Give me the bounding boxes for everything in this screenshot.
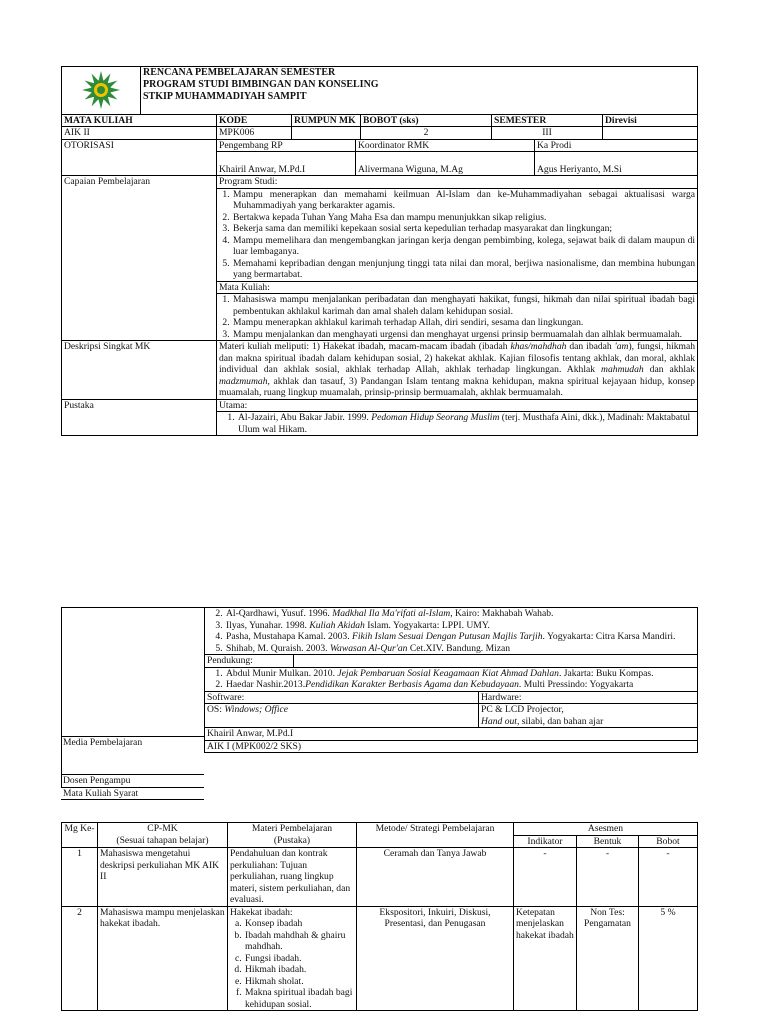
list-item: d. Hikmah ibadah. (244, 964, 354, 976)
list-item: b. Ibadah mahdhah & ghairu mahdhah. (244, 930, 354, 953)
header-semester: SEMESTER (492, 114, 603, 127)
row-cpmk: Mahasiswa mengetahui deskripsi perkuliahan MK AIK II (98, 848, 228, 907)
list-item: 5. Memahami kepribadian dengan menjunjung tinggi tata nilai dan moral, berjiwa nasionalisme, dan membina hubungan yang bermartabat. (232, 258, 695, 281)
col-mg: Mg Ke- (62, 823, 98, 848)
reference-item: 2. Al-Qardhawi, Yusuf. 1996. Madkhal Ila Ma'rifati al-Islam, Kairo: Makhabah Wahab. (225, 608, 695, 620)
col-bentuk: Bentuk (577, 835, 639, 848)
dosen-label: Dosen Pengampu (61, 774, 204, 787)
col-indikator: Indikator (514, 835, 577, 848)
row-metode: Ceramah dan Tanya Jawab (357, 848, 514, 907)
document-title-block (141, 67, 698, 115)
name-koordinator: Alivermana Wiguna, M.Ag (356, 152, 535, 176)
list-item: 2. Bertakwa kepada Tuhan Yang Maha Esa dan mampu menunjukkan sikap religius. (232, 212, 695, 224)
table-row (62, 906, 698, 1011)
row-metode: Ekspositori, Inkuiri, Diskusi, Presentasi, dan Penugasan (357, 906, 514, 1011)
name-pengembang: Khairil Anwar, M.Pd.I (217, 152, 356, 176)
list-item: 2. Mampu menerapkan akhlakul karimah terhadap Allah, diri sendiri, sesama dan lingkungan. (232, 317, 695, 329)
list-item: a. Konsep ibadah (244, 918, 354, 930)
row-mg: 1 (62, 848, 98, 907)
university-logo (74, 70, 128, 110)
course-code: MPK006 (217, 127, 292, 140)
role-kaprodi: Ka Prodi (535, 139, 698, 152)
deskripsi-text: Materi kuliah meliputi: 1) Hakekat ibadah, macam-macam ibadah (ibadah khas/mahdhah dan ibadah 'am), fungsi, hikmah dan makna spiritual ibadah dalam kehidupan sosial, 2) hakekat akhlak. Kajian filosofis tentang akhlak, dan moral, akhlak individual dan akhlak sosial, akhlak terhadap Allah, akhlak terhadap lingkungan. Akhlak mahmudah dan akhlak madzmumah, akhlak dan tasauf, 3) Pandangan Islam tentang makna kehidupan, makna spiritual kejayaan hidup, konsep muamalah, ruang lingkup muamalah, prinsip-prinsip bermuamalah, akhlak bermuamalah. (217, 341, 698, 400)
col-cpmk: CP-MK (Sesuai tahapan belajar) (98, 823, 228, 848)
pustaka-label: Pustaka (62, 399, 217, 436)
software-title: Software: (205, 691, 479, 704)
name-kaprodi: Agus Heriyanto, M.Si (535, 152, 698, 176)
header-bobot: BOBOT (sks) (361, 114, 492, 127)
course-semester: III (492, 127, 603, 140)
list-item: 3. Mampu menjalankan dan menghayati urgensi dan menghayat urgensi prinsip bermuamalah dan alhlak bermuamalah. (232, 329, 695, 341)
capaian-mk-title: Mata Kuliah: (217, 281, 698, 294)
list-item: 3. Bekerja sama dan memiliki kepekaan sosial serta kepedulian terhadap masyarakat dan lingkungan; (232, 223, 695, 235)
otorisasi-label: OTORISASI (62, 139, 217, 176)
hardware-title: Hardware: (479, 691, 698, 704)
header-kode: KODE (217, 114, 292, 127)
pustaka-utama-list (217, 412, 698, 436)
header-rumpun-mk: RUMPUN MK (292, 114, 361, 127)
schedule-table (61, 822, 698, 1011)
row-materi: Pendahuluan dan kontrak perkuliahan: Tujuan perkuliahan, ruang lingkup materi, sistem perkuliahan, dan evaluasi. (228, 848, 357, 907)
capaian-mk-list (217, 294, 698, 341)
reference-item: 3. Ilyas, Yunahar. 1998. Kuliah Akidah Islam. Yogyakarta: LPPI. UMY. (225, 620, 695, 632)
col-bobot: Bobot (639, 835, 698, 848)
col-metode: Metode/ Strategi Pembelajaran (357, 823, 514, 848)
row-cpmk: Mahasiswa mampu menjelaskan hakekat ibadah. (98, 906, 228, 1011)
institution-name: STKIP MUHAMMADIYAH SAMPIT (143, 91, 307, 102)
row-indikator: Ketepatan menjelaskan hakekat ibadah (514, 906, 577, 1011)
row-mg: 2 (62, 906, 98, 1011)
role-pengembang: Pengembang RP (217, 139, 356, 152)
table-row (62, 848, 698, 907)
reference-item: 2. Haedar Nashir.2013.Pendidikan Karakter Berbasis Agama dan Kebudayaan. Multi Pressindo: Yogyakarta (225, 679, 695, 691)
header-direvisi: Direvisi (603, 114, 698, 127)
row-bobot: 5 % (639, 906, 698, 1011)
course-revisi (603, 127, 698, 140)
list-item: c. Fungsi ibadah. (244, 953, 354, 965)
pustaka-utama-title: Utama: (217, 399, 698, 412)
deskripsi-label: Deskripsi Singkat MK (62, 341, 217, 400)
list-item: 1. Mahasiswa mampu menjalankan peribadatan dan menghayati hakikat, fungsi, hikmah dan nilai spiritual ibadah bagi pembentukan akhlakul karimah dan amal shaleh dalam kehidupan sosial. (232, 294, 695, 317)
list-item: e. Hikmah sholat. (244, 976, 354, 988)
role-koordinator: Koordinator RMK (356, 139, 535, 152)
course-sks: 2 (361, 127, 492, 140)
col-asesmen: Asesmen (514, 823, 698, 836)
media-label: Media Pembelajaran (61, 736, 204, 749)
reference-item: 4. Pasha, Mustahapa Kamal. 2003. Fikih Islam Sesuai Dengan Putusan Majlis Tarjih. Yogyakarta: Citra Karsa Mandiri. (225, 631, 695, 643)
syarat-value: AIK I (MPK002/2 SKS) (205, 740, 698, 753)
row-bentuk: Non Tes: Pengamatan (577, 906, 639, 1011)
list-item: f. Makna spiritual ibadah bagi kehidupan sosial. (244, 987, 354, 1010)
course-name: AIK II (62, 127, 217, 140)
course-rumpun (292, 127, 361, 140)
capaian-prodi-list (217, 188, 698, 281)
program-name: PROGRAM STUDI BIMBINGAN DAN KONSELING (143, 79, 379, 90)
hardware-value: PC & LCD Projector, Hand out, silabi, dan bahan ajar (479, 704, 698, 728)
pustaka-pendukung-title: Pendukung: (205, 655, 294, 668)
row-bobot: - (639, 848, 698, 907)
reference-item: 1. Abdul Munir Mulkan. 2010. Jejak Pembaruan Sosial Keagamaan Kiat Ahmad Dahlan. Jakarta: Buku Kompas. (225, 668, 695, 680)
col-materi: Materi Pembelajaran (Pustaka) (228, 823, 357, 848)
list-item: 1. Mampu menerapkan dan memahami keilmuan Al-Islam dan ke-Muhammadiyahan sebagai aktualisasi warga Muhammadiyah yang berkarakter agamis. (232, 189, 695, 212)
pustaka-pendukung-list (205, 667, 698, 691)
capaian-prodi-title: Program Studi: (217, 176, 698, 189)
syarat-label: Mata Kuliah Syarat (61, 787, 204, 800)
row-materi: Hakekat ibadah: a. Konsep ibadah b. Ibadah mahdhah & ghairu mahdhah. c. Fungsi ibadah. d. Hikmah ibadah. e. Hikmah sholat. f. Makna spiritual ibadah bagi kehidupan sosial. (228, 906, 357, 1011)
capaian-label: Capaian Pembelajaran (62, 176, 217, 341)
reference-item: 5. Shihab, M. Quraish. 2003. Wawasan Al-Qur'an Cet.XIV. Bandung. Mizan (225, 643, 695, 655)
document-title: RENCANA PEMBELAJARAN SEMESTER (143, 67, 336, 78)
logo-cell (62, 67, 141, 115)
rps-table-continued (204, 607, 698, 753)
header-mata-kuliah: MATA KULIAH (62, 114, 217, 127)
row-bentuk: - (577, 848, 639, 907)
continued-label-column (61, 607, 204, 788)
pustaka-utama-continued (205, 608, 698, 655)
rps-table-main (61, 66, 698, 436)
list-item: 4. Mampu memelihara dan mengembangkan jaringan kerja dengan pembimbing, kolega, sejawat baik di dalam maupun di luar lembaganya. (232, 235, 695, 258)
dosen-value: Khairil Anwar, M.Pd.I (205, 728, 698, 741)
software-value: OS: Windows; Office (205, 704, 479, 728)
reference-item: 1. Al-Jazairi, Abu Bakar Jabir. 1999. Pedoman Hidup Seorang Muslim (terj. Musthafa Aini, dkk.), Madinah: Maktabatul Ulum wal Hikam. (237, 412, 695, 435)
row-indikator: - (514, 848, 577, 907)
